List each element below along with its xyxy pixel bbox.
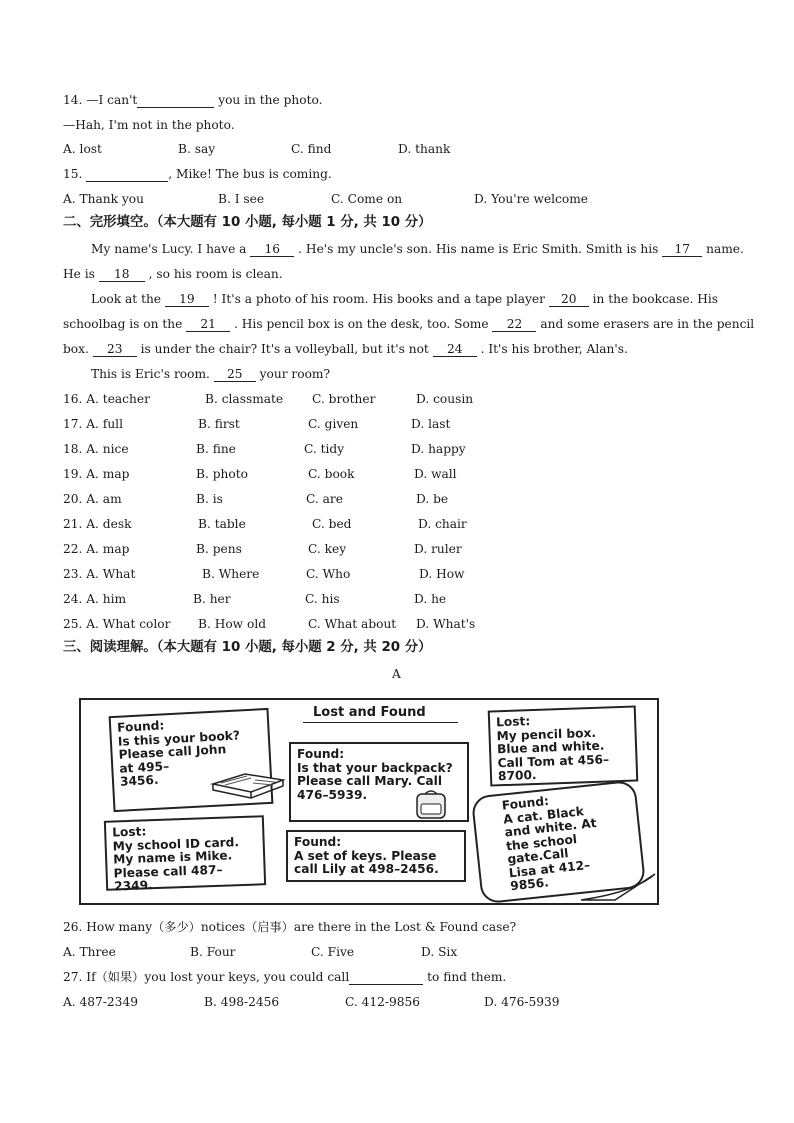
option-b: B. 498-2456 [204, 995, 280, 1009]
question-15: 15. , Mike! The bus is coming. [63, 167, 332, 181]
option-c: C. are [306, 492, 343, 506]
notice-cat: Found: A cat. Black and white. At the school gate.Call Lisa at 412– 9856. [471, 780, 646, 905]
option-d: D. chair [418, 517, 467, 531]
backpack-icon [409, 788, 455, 822]
option-d: D. cousin [416, 392, 474, 406]
book-icon [209, 760, 287, 800]
option-b: B. Where [202, 567, 260, 581]
option-d: D. thank [398, 142, 451, 156]
option-b: B. first [198, 417, 240, 431]
notice-book: Found: Is this your book? Please call John at 495– 3456. [109, 708, 274, 812]
passage-line-6: This is Eric's room. 25 your room? [91, 367, 331, 381]
question-14: 14. —I can't you in the photo. [63, 93, 323, 107]
option-c: C. Five [311, 945, 355, 959]
option-a: A. Thank you [63, 192, 144, 206]
answer-blank [349, 970, 423, 985]
option-c: C. 412-9856 [345, 995, 421, 1009]
passage-line-3: Look at the 19 ! It's a photo of his room. His books and a tape player 20 in the bookcase. His [91, 292, 719, 306]
option-a: A. Three [63, 945, 116, 959]
blank-21: 21 [186, 317, 230, 332]
option-c: C. Who [306, 567, 351, 581]
option-b: B. photo [196, 467, 248, 481]
option-b: B. fine [196, 442, 236, 456]
blank-20: 20 [549, 292, 589, 307]
blank-16: 16 [250, 242, 294, 257]
option-b: B. classmate [205, 392, 284, 406]
option-c: C. key [308, 542, 347, 556]
option-d: D. 476-5939 [484, 995, 560, 1009]
blank-24: 24 [433, 342, 477, 357]
option-c: C. tidy [304, 442, 345, 456]
option-d: D. happy [411, 442, 466, 456]
question-27: 27. If（如果）you lost your keys, you could call to find them. [63, 970, 507, 984]
option-a: 24. A. him [63, 592, 127, 606]
question-14-reply: —Hah, I'm not in the photo. [63, 118, 235, 132]
option-a: 19. A. map [63, 467, 130, 481]
option-a: 23. A. What [63, 567, 136, 581]
option-c: C. book [308, 467, 355, 481]
notice-id-card: Lost: My school ID card. My name is Mike. Please call 487– 2349. [104, 815, 266, 891]
option-b: B. her [193, 592, 231, 606]
option-b: B. I see [218, 192, 265, 206]
option-c: C. Come on [331, 192, 403, 206]
passage-line-5: box. 23 is under the chair? It's a volleyball, but it's not 24 . It's his brother, Alan's. [63, 342, 628, 356]
option-d: D. ruler [414, 542, 462, 556]
option-c: C. brother [312, 392, 376, 406]
passage-line-2: He is 18 , so his room is clean. [63, 267, 283, 281]
notice-keys: Found: A set of keys. Please call Lily at 498–2456. [286, 830, 466, 882]
option-c: C. bed [312, 517, 352, 531]
question-26: 26. How many（多少）notices（启事）are there in the Lost & Found case? [63, 920, 517, 934]
option-b: B. How old [198, 617, 267, 631]
option-a: 17. A. full [63, 417, 123, 431]
blank-17: 17 [662, 242, 702, 257]
option-b: B. table [198, 517, 246, 531]
answer-blank [86, 167, 168, 182]
option-c: C. What about [308, 617, 397, 631]
option-a: 21. A. desk [63, 517, 132, 531]
option-d: D. What's [416, 617, 476, 631]
option-d: D. Six [421, 945, 458, 959]
option-c: C. find [291, 142, 332, 156]
blank-19: 19 [165, 292, 209, 307]
board-title: Lost and Found [313, 705, 426, 720]
option-b: B. Four [190, 945, 236, 959]
option-d: D. be [416, 492, 449, 506]
option-b: B. pens [196, 542, 242, 556]
option-a: A. lost [63, 142, 102, 156]
option-c: C. given [308, 417, 359, 431]
option-a: 20. A. am [63, 492, 122, 506]
notice-backpack: Found: Is that your backpack? Please call Mary. Call 476–5939. [289, 742, 469, 822]
part-label: A [392, 667, 401, 681]
passage-line-4: schoolbag is on the 21 . His pencil box is on the desk, too. Some 22 and some erasers are in the pencil [63, 317, 755, 331]
blank-25: 25 [214, 367, 256, 382]
notice-pencil-box: Lost: My pencil box. Blue and white. Call Tom at 456– 8700. [488, 705, 639, 786]
lost-and-found-board [79, 698, 659, 905]
option-a: 22. A. map [63, 542, 130, 556]
answer-blank [137, 93, 214, 108]
option-a: 25. A. What color [63, 617, 171, 631]
title-underline [303, 722, 458, 723]
option-d: D. You're welcome [474, 192, 588, 206]
option-a: 16. A. teacher [63, 392, 150, 406]
blank-22: 22 [492, 317, 536, 332]
blank-23: 23 [93, 342, 137, 357]
board-corner-curl [575, 872, 657, 904]
passage-line-1: My name's Lucy. I have a 16 . He's my uncle's son. His name is Eric Smith. Smith is his 17 name. [91, 242, 744, 256]
option-b: B. say [178, 142, 216, 156]
option-d: D. last [411, 417, 451, 431]
option-a: 18. A. nice [63, 442, 129, 456]
blank-18: 18 [99, 267, 145, 282]
option-c: C. his [305, 592, 340, 606]
section-3-heading: 三、阅读理解。（本大题有 10 小题, 每小题 2 分, 共 20 分） [63, 640, 432, 655]
option-d: D. How [419, 567, 465, 581]
option-b: B. is [196, 492, 223, 506]
option-d: D. he [414, 592, 447, 606]
option-d: D. wall [414, 467, 457, 481]
section-2-heading: 二、完形填空。（本大题有 10 小题, 每小题 1 分, 共 10 分） [63, 215, 432, 230]
option-a: A. 487-2349 [63, 995, 138, 1009]
